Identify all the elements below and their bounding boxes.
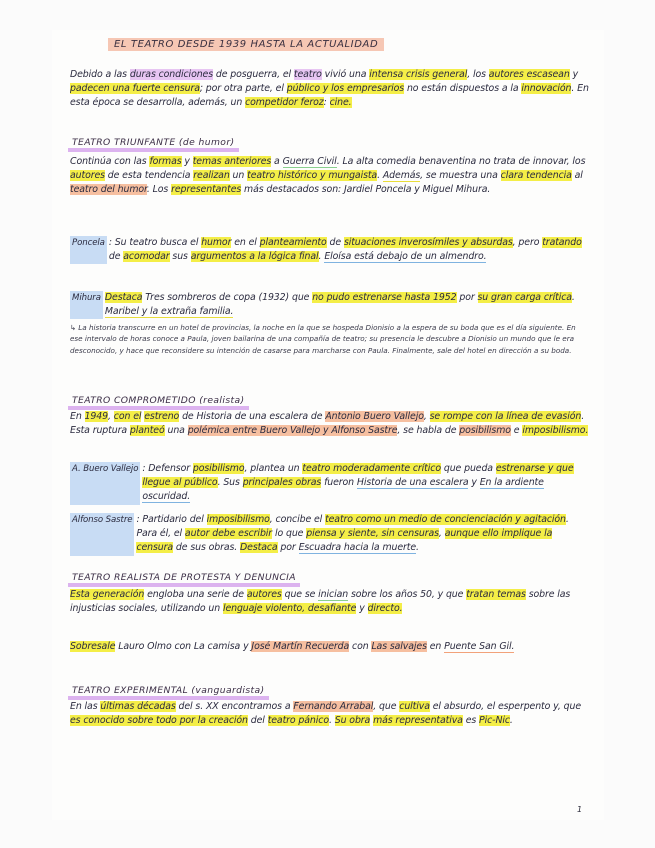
teatro-experimental-paragraph: En las últimas décadas del s. XX encontramos a Fernando Arrabal, que cultiva el absurdo, el esperpento y, que es conocido sobre todo por la creación del teatro pánico. Su obra más representativa es Pic-Nic.	[70, 701, 581, 727]
page-number: 1	[577, 805, 583, 814]
mihura-plot-note: ↳ La historia transcurre en un hotel de provincias, la noche en la que se hospeda Dionisio a la espera de su boda que es el día siguiente. En ese intervalo de horas conoce a Paula, joven bailarina de una compañía de teatro; su presencia le descubre a Dionisio un mundo que le era desconocido, y hace que reconsidere su intención de casarse para marcharse con Paula. Finalmente, sale del hotel en dirección a su boda.	[70, 323, 576, 355]
section-heading-teatro-comprometido: TEATRO COMPROMETIDO (realista)	[68, 395, 249, 410]
author-label-poncela: Poncela	[70, 236, 107, 264]
section-heading-teatro-realista: TEATRO REALISTA DE PROTESTA Y DENUNCIA	[68, 572, 300, 587]
teatro-realista-paragraph: Esta generación engloba una serie de autores que se inician sobre los años 50, y que tratan temas sobre las injusticias sociales, utilizando un lenguaje violento, desafiante y directo.	[70, 589, 571, 615]
poncela-entry: Poncela : Su teatro busca el humor en el planteamiento de situaciones inverosímiles y absurdas, pero tratando de acomodar sus argumentos a la lógica final. Eloísa está debajo de un almendro.	[70, 236, 590, 264]
section-heading-teatro-triunfante: TEATRO TRIUNFANTE (de humor)	[68, 137, 239, 152]
buero-vallejo-entry: A. Buero Vallejo : Defensor posibilismo, plantea un teatro moderadamente crítico que pueda estrenarse y que llegue al público. Sus principales obras fueron Historia de una escalera y En la ardiente oscuridad.	[70, 462, 590, 505]
alfonso-sastre-entry: Alfonso Sastre : Partidario del imposibilismo, concibe el teatro como un medio de concienciación y agitación. Para él, el autor debe escribir lo que piensa y siente, sin censuras, aunque ello implique la censura de sus obras. Destaca por Escuadra hacia la muerte.	[70, 513, 590, 556]
author-label-alfonso-sastre: Alfonso Sastre	[70, 513, 134, 556]
teatro-realista-examples: Sobresale Lauro Olmo con La camisa y José Martín Recuerda con Las salvajes en Puente San Gil.	[70, 641, 515, 652]
author-label-buero-vallejo: A. Buero Vallejo	[70, 462, 140, 505]
intro-paragraph: Debido a las duras condiciones de posguerra, el teatro vivió una intensa crisis general, los autores escasean y padecen una fuerte censura; por otra parte, el público y los empresarios no están dispuestos a la innovación. En esta época se desarrolla, además, un competidor feroz: cine.	[70, 69, 589, 109]
mihura-entry: Mihura Destaca Tres sombreros de copa (1932) que no pudo estrenarse hasta 1952 por su gran carga crítica. Maribel y la extraña familia.	[70, 291, 590, 319]
teatro-triunfante-paragraph: Continúa con las formas y temas anteriores a Guerra Civil. La alta comedia benaventina no trata de innovar, los autores de esta tendencia realizan un teatro histórico y mungaista. Además, se muestra una clara tendencia al teatro del humor. Los representantes más destacados son: Jardiel Poncela y Miguel Mihura.	[70, 156, 586, 196]
page-title: EL TEATRO DESDE 1939 HASTA LA ACTUALIDAD	[108, 38, 384, 51]
teatro-comprometido-paragraph: En 1949, con el estreno de Historia de una escalera de Antonio Buero Vallejo, se rompe con la línea de evasión. Esta ruptura planteó una polémica entre Buero Vallejo y Alfonso Sastre, se habla de posibilismo e imposibilismo.	[70, 411, 589, 437]
author-label-mihura: Mihura	[70, 291, 103, 319]
section-heading-teatro-experimental: TEATRO EXPERIMENTAL (vanguardista)	[68, 685, 269, 700]
